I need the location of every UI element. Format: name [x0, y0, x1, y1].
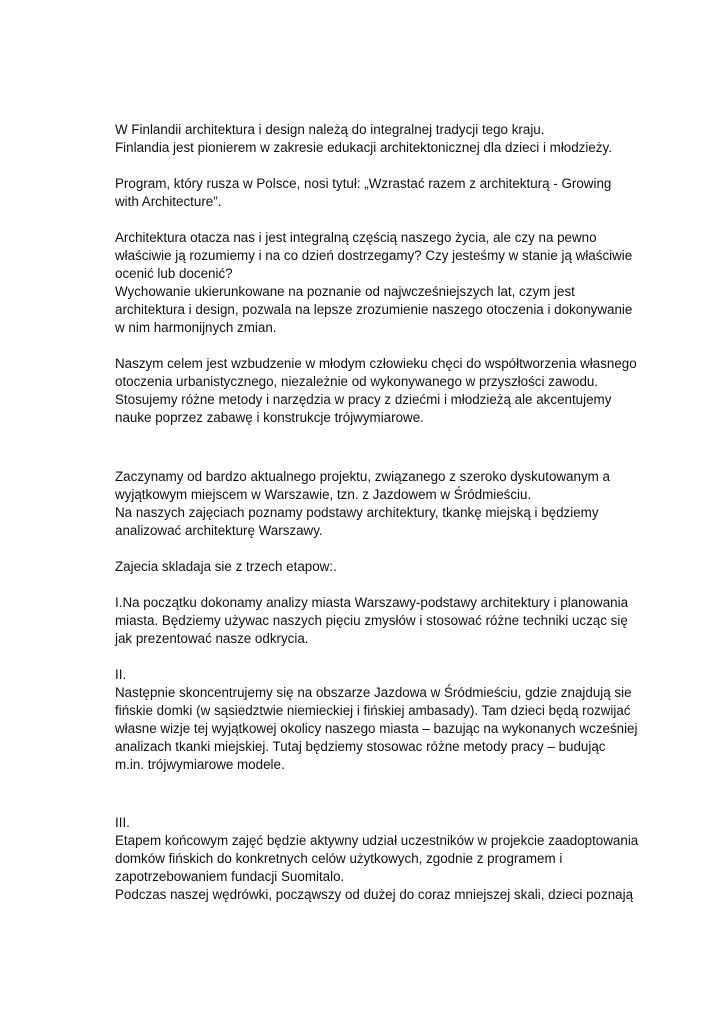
paragraph-gap	[115, 576, 615, 594]
paragraph-program-title	[115, 175, 615, 211]
paragraph-gap	[115, 211, 615, 229]
text-line: Stosujemy różne metody i narzędzia w pracy z dziećmi i młodzieżą ale akcentujemy	[115, 392, 612, 407]
text-line: Zaczynamy od bardzo aktualnego projektu, związanego z szeroko dyskutowanym a	[115, 469, 610, 484]
text-line: Finlandia jest pionierem w zakresie edukacji architektonicznej dla dzieci i młodzieży.	[115, 140, 612, 155]
paragraph-stage-2	[115, 666, 638, 774]
text-line: W Finlandii architektura i design należą do integralnej tradycji tego kraju.	[115, 122, 545, 137]
text-line: Naszym celem jest wzbudzenie w młodym człowieku chęci do współtworzenia własnego	[115, 356, 637, 371]
paragraph-stage-1	[115, 594, 629, 648]
paragraph-goal	[115, 355, 637, 427]
document-body	[115, 121, 639, 904]
paragraph-gap	[115, 337, 615, 355]
paragraph-gap	[115, 157, 615, 175]
text-line: właściwie ją rozumiemy i na co dzień dostrzegamy? Czy jesteśmy w stanie ją właściwie	[115, 248, 633, 263]
text-line: Następnie skoncentrujemy się na obszarze Jazdowa w Śródmieściu, gdzie znajdują sie	[115, 685, 632, 700]
text-line: Architektura otacza nas i jest integralną częścią naszego życia, ale czy na pewno	[115, 230, 597, 245]
text-line: własne wizje tej wyjątkowej okolicy naszego miasta – bazując na wykonanych wcześniej	[115, 721, 638, 736]
text-line: III.	[115, 815, 130, 830]
text-line: otoczenia urbanistycznego, niezależnie od wykonywanego w przyszłości zawodu.	[115, 374, 599, 389]
text-line: wyjątkowym miejscem w Warszawie, tzn. z Jazdowem w Śródmieściu.	[115, 487, 532, 502]
paragraph-intro	[115, 121, 615, 157]
text-line: II.	[115, 667, 127, 682]
paragraph-gap	[115, 445, 615, 468]
paragraph-stages-intro	[115, 558, 615, 576]
paragraph-architecture	[115, 229, 633, 337]
text-line: Na naszych zajęciach poznamy podstawy architektury, tkankę miejską i będziemy	[115, 505, 599, 520]
paragraph-gap	[115, 540, 615, 558]
text-line: I.Na początku dokonamy analizy miasta Warszawy-podstawy architektury i planowania	[115, 595, 629, 610]
paragraph-gap	[115, 648, 615, 666]
text-line: Podczas naszej wędrówki, począwszy od dużej do coraz mniejszej skali, dzieci poznają	[115, 887, 634, 902]
text-line: Zajecia skladaja sie z trzech etapow:.	[115, 559, 337, 574]
text-line: nauke poprzez zabawę i konstrukcje trójwymiarowe.	[115, 410, 424, 425]
paragraph-project	[115, 468, 615, 540]
text-line: fińskie domki (w sąsiedztwie niemieckiej i fińskiej ambasady). Tam dzieci będą rozwijać	[115, 703, 631, 718]
text-line: analizować architekturę Warszawy.	[115, 523, 323, 538]
text-line: architektura i design, pozwala na lepsze zrozumienie naszego otoczenia i dokonywanie	[115, 302, 633, 317]
paragraph-stage-3	[115, 814, 639, 904]
text-line: Wychowanie ukierunkowane na poznanie od najwcześniejszych lat, czym jest	[115, 284, 575, 299]
text-line: Etapem końcowym zajęć będzie aktywny udział uczestników w projekcie zaadoptowania	[115, 833, 639, 848]
text-line: with Architecture”.	[115, 194, 222, 209]
text-line: analizach tkanki miejskiej. Tutaj będziemy stosowac różne metody pracy – budując	[115, 739, 606, 754]
paragraph-gap	[115, 774, 615, 792]
text-line: jak prezentować nasze odkrycia.	[115, 631, 309, 646]
text-line: Program, który rusza w Polsce, nosi tytuł: „Wzrastać razem z architekturą - Growing	[115, 176, 612, 191]
paragraph-gap	[115, 792, 615, 814]
text-line: miasta. Będziemy używac naszych pięciu zmysłów i stosować różne techniki ucząc się	[115, 613, 628, 628]
text-line: domków fińskich do konkretnych celów użytkowych, zgodnie z programem i	[115, 851, 563, 866]
text-line: m.in. trójwymiarowe modele.	[115, 757, 285, 772]
text-line: w nim harmonijnych zmian.	[115, 320, 277, 335]
paragraph-gap	[115, 427, 615, 445]
text-line: ocenić lub docenić?	[115, 266, 233, 281]
text-line: zapotrzebowaniem fundacji Suomitalo.	[115, 869, 345, 884]
